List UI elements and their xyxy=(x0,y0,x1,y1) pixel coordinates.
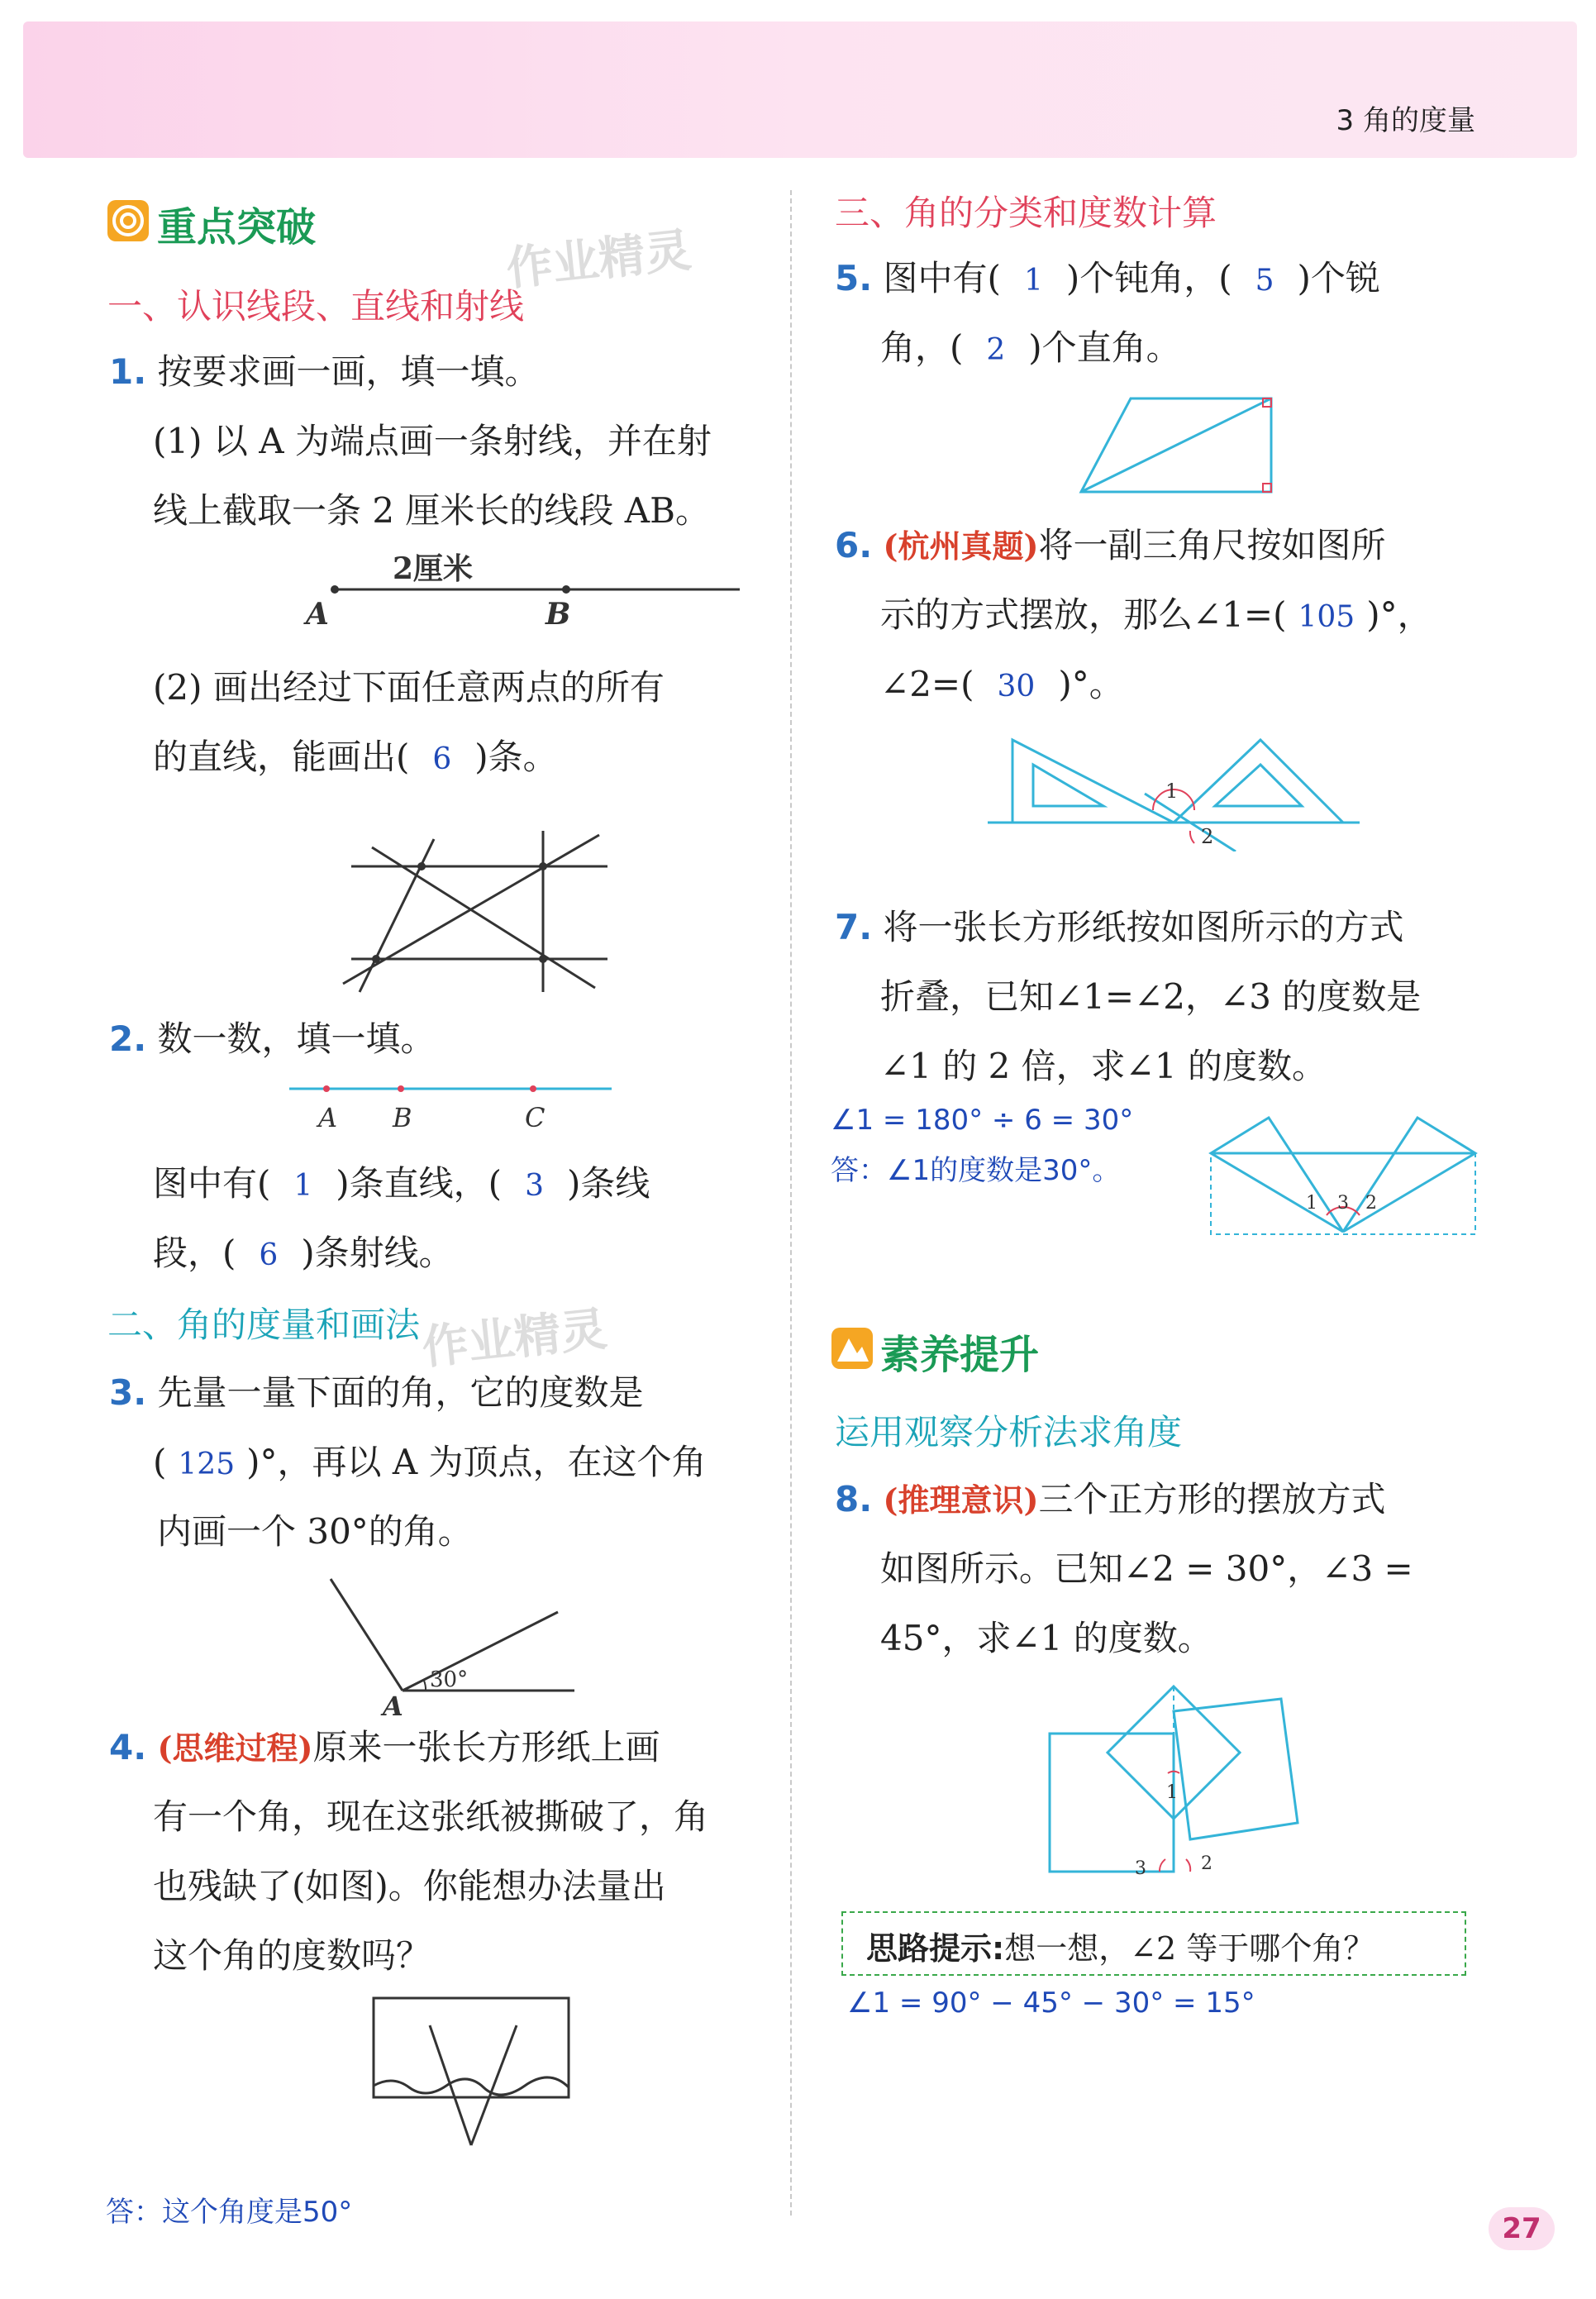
points-on-line-figure xyxy=(285,1079,616,1133)
svg-text:2: 2 xyxy=(1201,1853,1212,1874)
q2-answer-rays: 6 xyxy=(259,1238,279,1272)
q3-answer: 125 xyxy=(178,1448,236,1481)
q6-answer-2: 30 xyxy=(997,670,1036,704)
q7-handwritten-calc: ∠1 = 180° ÷ 6 = 30° xyxy=(831,1104,1134,1137)
svg-text:A: A xyxy=(383,1691,403,1719)
q2-prompt: 数一数，填一填。 xyxy=(157,1018,436,1059)
q8-line3: 45°，求∠1 的度数。 xyxy=(880,1618,1212,1658)
q8-handwritten-answer: ∠1 = 90° − 45° − 30° = 15° xyxy=(847,1987,1255,2020)
chapter-title: 3 角的度量 xyxy=(1336,104,1475,137)
q2-number: 2. xyxy=(109,1018,147,1059)
q3-number: 3. xyxy=(109,1372,147,1413)
q8-line1: 8. (推理意识)三个正方形的摆放方式 xyxy=(835,1479,1386,1519)
q4-line2: 有一个角，现在这张纸被撕破了，角 xyxy=(153,1796,709,1837)
q1-part1-line2: 线上截取一条 2 厘米长的线段 AB。 xyxy=(153,490,710,531)
q6-line1: 6. (杭州真题)将一副三角尺按如图所 xyxy=(835,525,1386,565)
fig-length-label: 2厘米 xyxy=(393,551,474,586)
svg-text:1: 1 xyxy=(1306,1193,1317,1214)
q4-line1: 4. (思维过程)原来一张长方形纸上画 xyxy=(109,1727,660,1767)
three-squares-figure xyxy=(1046,1682,1310,1877)
svg-text:3: 3 xyxy=(1135,1858,1146,1877)
folded-paper-figure xyxy=(1207,1108,1479,1240)
svg-text:1: 1 xyxy=(1166,1782,1178,1803)
q6-line2: 示的方式摆放，那么∠1=( 105 )°， xyxy=(880,594,1432,635)
q3-line1: 3. 先量一量下面的角，它的度数是 xyxy=(109,1372,644,1413)
q2-answer-segments: 3 xyxy=(525,1169,544,1203)
column-divider xyxy=(790,190,792,2216)
q6-number: 6. xyxy=(835,525,873,565)
q1-answer: 6 xyxy=(432,742,452,776)
target-icon xyxy=(106,198,150,243)
q5-answer-obtuse: 1 xyxy=(1023,264,1043,298)
ray-ab-figure xyxy=(298,541,760,637)
hint-line xyxy=(866,1923,1374,1968)
svg-text:B: B xyxy=(393,1102,412,1133)
svg-text:2: 2 xyxy=(1365,1193,1377,1214)
section-heading-1: 一、认识线段、直线和射线 xyxy=(107,286,525,327)
svg-text:3: 3 xyxy=(1337,1193,1349,1214)
svg-text:30°: 30° xyxy=(430,1667,469,1692)
q2-line xyxy=(109,1004,436,1074)
page-number: 27 xyxy=(1489,2207,1555,2250)
section-tag-key-points: 重点突破 xyxy=(157,204,317,250)
q1-part1-line1: (1) 以 A 为端点画一条射线，并在射 xyxy=(153,421,712,461)
svg-text:C: C xyxy=(525,1102,545,1133)
q7-line3: ∠1 的 2 倍，求∠1 的度数。 xyxy=(880,1046,1327,1086)
torn-paper-angle-figure xyxy=(364,1988,579,2154)
q8-line2: 如图所示。已知∠2 = 30°，∠3 = xyxy=(880,1548,1413,1589)
svg-text:2: 2 xyxy=(1201,825,1214,848)
q7-line1: 7. 将一张长方形纸按如图所示的方式 xyxy=(835,907,1404,947)
q6-answer-1: 105 xyxy=(1298,600,1355,634)
q4-line4: 这个角的度数吗？ xyxy=(153,1935,431,1976)
q5-number: 5. xyxy=(835,258,873,298)
q7-number: 7. xyxy=(835,907,873,947)
q4-handwritten-answer: 答：这个角度是50° xyxy=(106,2196,353,2229)
svg-text:A: A xyxy=(318,1102,338,1133)
watermark: 作业精灵 xyxy=(419,1302,610,1376)
q7-handwritten-answer: 答：∠1的度数是30°。 xyxy=(831,1154,1121,1187)
q4-number: 4. xyxy=(109,1727,147,1767)
fig-point-b: B xyxy=(545,597,571,632)
q4-line3: 也残缺了(如图)。你能想办法量出 xyxy=(153,1866,666,1906)
hint-text: 想一想，∠2 等于哪个角？ xyxy=(1004,1930,1375,1967)
q8-tag: (推理意识) xyxy=(883,1481,1039,1519)
q1-number: 1. xyxy=(109,351,147,392)
svg-text:1: 1 xyxy=(1165,780,1179,803)
q3-line2: ( 125 )°，再以 A 为顶点，在这个角 xyxy=(153,1442,707,1482)
q5-answer-acute: 5 xyxy=(1255,264,1274,298)
q1-line xyxy=(109,337,540,407)
set-squares-figure xyxy=(988,727,1360,851)
q6-line3: ∠2=( 30 )°。 xyxy=(880,664,1124,704)
q2-answer-lines: 1 xyxy=(293,1169,313,1203)
angle-125-figure xyxy=(318,1571,583,1719)
section-heading-3: 三、角的分类和度数计算 xyxy=(835,193,1217,233)
q1-part2-line1: (2) 画出经过下面任意两点的所有 xyxy=(153,667,665,708)
q6-tag: (杭州真题) xyxy=(883,527,1039,565)
q5-line2: 角，( 2 )个直角。 xyxy=(880,327,1181,368)
section-heading-4: 运用观察分析法求角度 xyxy=(835,1412,1183,1452)
trapezoid-figure xyxy=(1074,389,1281,500)
q1-prompt: 按要求画一画，填一填。 xyxy=(157,351,540,392)
q2-answer-line1: 图中有( 1 )条直线，( 3 )条线 xyxy=(153,1163,650,1204)
q2-answer-line2: 段，( 6 )条射线。 xyxy=(153,1233,454,1273)
q8-number: 8. xyxy=(835,1479,873,1519)
watermark: 作业精灵 xyxy=(503,223,694,297)
q1-part2-line2: 的直线，能画出( 6 )条。 xyxy=(153,737,558,777)
section-tag-literacy: 素养提升 xyxy=(880,1332,1040,1378)
hint-label: 思路提示: xyxy=(866,1930,1005,1967)
q3-line3: 内画一个 30°的角。 xyxy=(157,1511,473,1552)
fig-point-a: A xyxy=(306,597,329,632)
q7-line2: 折叠，已知∠1=∠2，∠3 的度数是 xyxy=(880,976,1422,1017)
mountain-icon xyxy=(831,1327,874,1370)
section-heading-2: 二、角的度量和画法 xyxy=(107,1305,421,1345)
q5-answer-right: 2 xyxy=(986,333,1006,367)
q4-tag: (思维过程) xyxy=(157,1729,313,1767)
q5-line1: 5. 图中有( 1 )个钝角，( 5 )个锐 xyxy=(835,258,1380,298)
four-points-lines-figure xyxy=(326,823,620,996)
